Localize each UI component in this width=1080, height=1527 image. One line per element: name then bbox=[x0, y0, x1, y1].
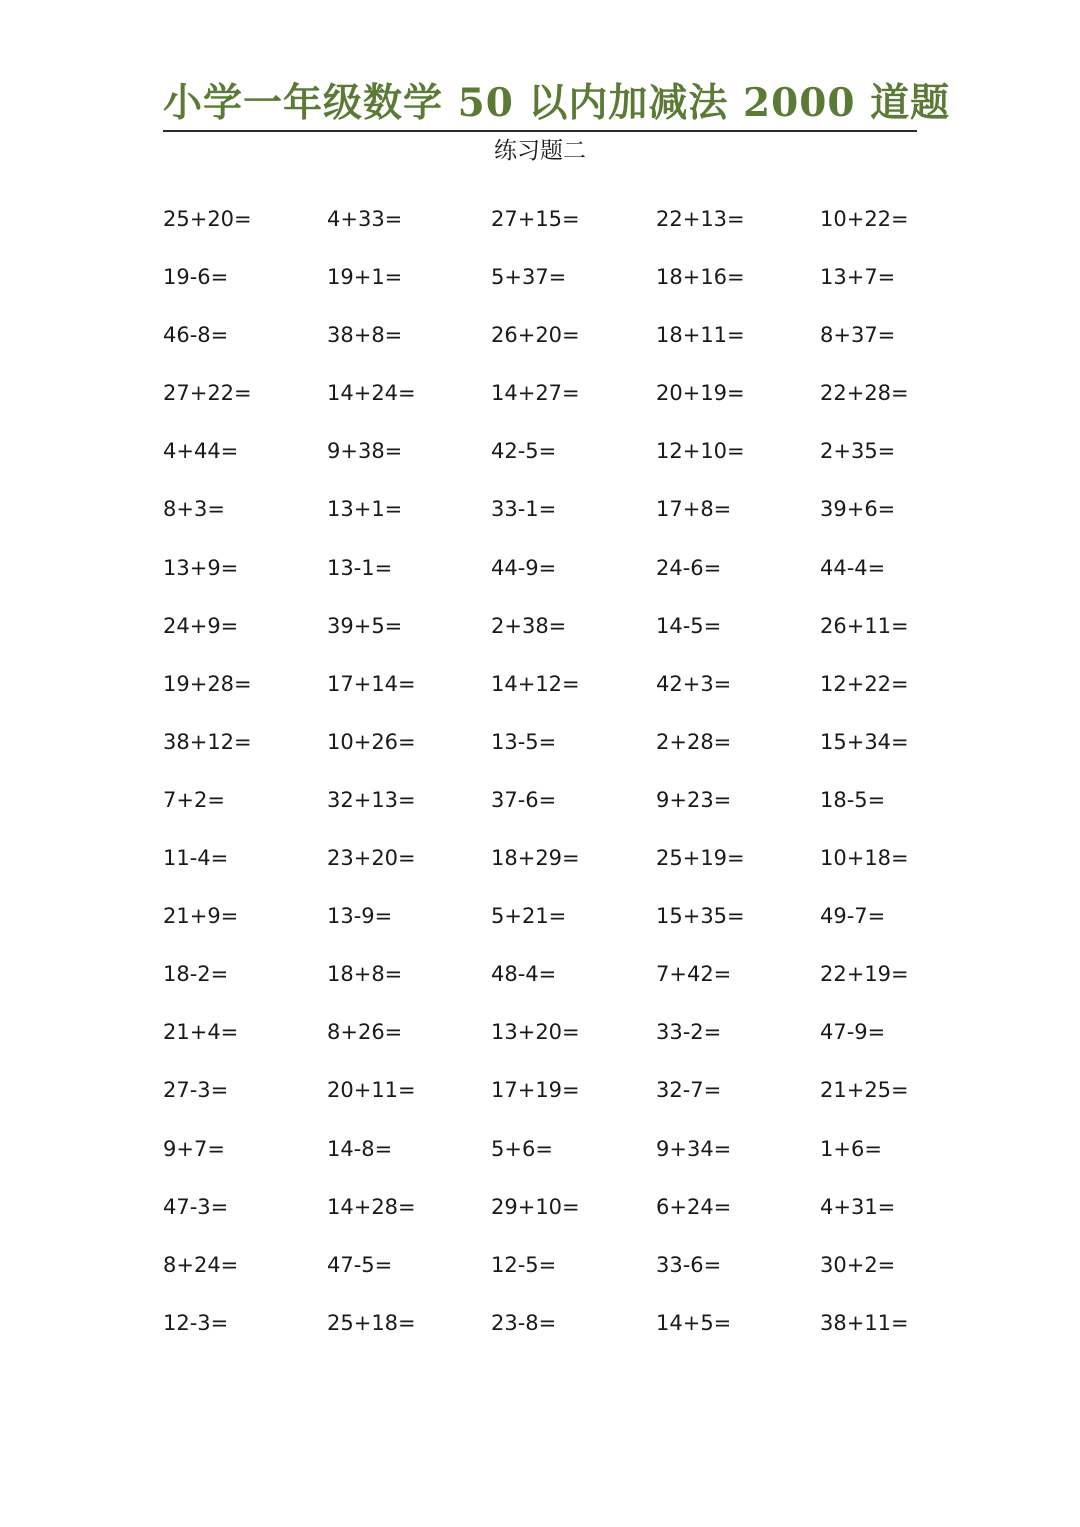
problem-cell: 13-9= bbox=[327, 904, 393, 929]
problem-cell: 10+18= bbox=[820, 846, 909, 871]
problem-cell: 9+38= bbox=[327, 439, 403, 464]
problem-cell: 18-2= bbox=[163, 962, 229, 987]
problem-cell: 38+8= bbox=[327, 323, 403, 348]
problem-cell: 18-5= bbox=[820, 787, 886, 812]
problem-cell: 13+1= bbox=[327, 497, 403, 522]
problem-cell: 38+12= bbox=[163, 729, 252, 754]
problem-cell: 2+38= bbox=[491, 613, 567, 638]
problem-cell: 42-5= bbox=[491, 439, 557, 464]
problem-cell: 22+19= bbox=[820, 962, 909, 987]
problem-cell: 7+42= bbox=[656, 962, 732, 987]
problem-cell: 19+28= bbox=[163, 671, 252, 696]
problem-cell: 37-6= bbox=[491, 787, 557, 812]
problem-cell: 12+10= bbox=[656, 439, 745, 464]
problem-cell: 27+22= bbox=[163, 381, 252, 406]
problem-cell: 23-8= bbox=[491, 1310, 557, 1335]
problem-cell: 44-4= bbox=[820, 555, 886, 580]
problem-cell: 25+18= bbox=[327, 1310, 416, 1335]
problem-cell: 5+6= bbox=[491, 1136, 553, 1161]
problem-cell: 21+9= bbox=[163, 904, 239, 929]
problem-grid bbox=[163, 202, 993, 1364]
problem-cell: 4+31= bbox=[820, 1194, 896, 1219]
problem-cell: 29+10= bbox=[491, 1194, 580, 1219]
problem-cell: 47-5= bbox=[327, 1252, 393, 1277]
problem-cell: 33-6= bbox=[656, 1252, 722, 1277]
problem-cell: 6+24= bbox=[656, 1194, 732, 1219]
page-title: 小学一年级数学 50 以内加减法 2000 道题 bbox=[163, 80, 951, 126]
problem-cell: 13-1= bbox=[327, 555, 393, 580]
problem-cell: 4+33= bbox=[327, 207, 403, 231]
problem-cell: 38+11= bbox=[820, 1310, 909, 1335]
problem-cell: 26+11= bbox=[820, 613, 909, 638]
problem-cell: 2+35= bbox=[820, 439, 896, 464]
problem-cell: 12-3= bbox=[163, 1310, 229, 1335]
problem-cell: 22+28= bbox=[820, 381, 909, 406]
problem-cell: 4+44= bbox=[163, 439, 239, 464]
problem-cell: 22+13= bbox=[656, 207, 745, 231]
problem-cell: 21+4= bbox=[163, 1020, 239, 1045]
problem-cell: 25+20= bbox=[163, 207, 252, 231]
problem-cell: 14+27= bbox=[491, 381, 580, 406]
problem-cell: 5+21= bbox=[491, 904, 567, 929]
problem-cell: 19-6= bbox=[163, 265, 229, 290]
problem-cell: 48-4= bbox=[491, 962, 557, 987]
problem-cell: 9+23= bbox=[656, 787, 732, 812]
problem-cell: 27-3= bbox=[163, 1078, 229, 1103]
problem-cell: 15+34= bbox=[820, 729, 909, 754]
problem-cell: 49-7= bbox=[820, 904, 886, 929]
problem-cell: 15+35= bbox=[656, 904, 745, 929]
problem-cell: 11-4= bbox=[163, 846, 229, 871]
problem-cell: 24-6= bbox=[656, 555, 722, 580]
problem-cell: 13+9= bbox=[163, 555, 239, 580]
problem-cell: 13+20= bbox=[491, 1020, 580, 1045]
problem-cell: 10+22= bbox=[820, 207, 909, 231]
problem-cell: 2+28= bbox=[656, 729, 732, 754]
problem-cell: 25+19= bbox=[656, 846, 745, 871]
problem-cell: 39+6= bbox=[820, 497, 896, 522]
problem-cell: 17+14= bbox=[327, 671, 416, 696]
problem-cell: 30+2= bbox=[820, 1252, 896, 1277]
problem-cell: 17+19= bbox=[491, 1078, 580, 1103]
problem-cell: 10+26= bbox=[327, 729, 416, 754]
problem-cell: 13-5= bbox=[491, 729, 557, 754]
problem-cell: 33-1= bbox=[491, 497, 557, 522]
problem-cell: 12-5= bbox=[491, 1252, 557, 1277]
problem-cell: 9+34= bbox=[656, 1136, 732, 1161]
problem-cell: 14-8= bbox=[327, 1136, 393, 1161]
problem-cell: 47-9= bbox=[820, 1020, 886, 1045]
problem-cell: 18+16= bbox=[656, 265, 745, 290]
page-subtitle: 练习题二 bbox=[494, 138, 586, 164]
problem-cell: 14+28= bbox=[327, 1194, 416, 1219]
problem-cell: 33-2= bbox=[656, 1020, 722, 1045]
problem-cell: 19+1= bbox=[327, 265, 403, 290]
problem-cell: 8+3= bbox=[163, 497, 225, 522]
problem-cell: 24+9= bbox=[163, 613, 239, 638]
problem-cell: 39+5= bbox=[327, 613, 403, 638]
problem-cell: 14-5= bbox=[656, 613, 722, 638]
problem-cell: 44-9= bbox=[491, 555, 557, 580]
problem-cell: 32-7= bbox=[656, 1078, 722, 1103]
problem-cell: 46-8= bbox=[163, 323, 229, 348]
problem-cell: 23+20= bbox=[327, 846, 416, 871]
problem-cell: 14+24= bbox=[327, 381, 416, 406]
problem-cell: 8+26= bbox=[327, 1020, 403, 1045]
problem-cell: 1+6= bbox=[820, 1136, 882, 1161]
title-underline bbox=[163, 130, 917, 132]
problem-cell: 20+19= bbox=[656, 381, 745, 406]
problem-cell: 13+7= bbox=[820, 265, 896, 290]
problem-cell: 27+15= bbox=[491, 207, 580, 231]
problem-cell: 7+2= bbox=[163, 787, 225, 812]
problem-cell: 12+22= bbox=[820, 671, 909, 696]
problem-cell: 14+5= bbox=[656, 1310, 732, 1335]
problem-cell: 9+7= bbox=[163, 1136, 225, 1161]
problem-cell: 18+29= bbox=[491, 846, 580, 871]
problem-cell: 14+12= bbox=[491, 671, 580, 696]
problem-cell: 21+25= bbox=[820, 1078, 909, 1103]
problem-cell: 8+37= bbox=[820, 323, 896, 348]
problem-cell: 32+13= bbox=[327, 787, 416, 812]
problem-cell: 5+37= bbox=[491, 265, 567, 290]
problem-cell: 17+8= bbox=[656, 497, 732, 522]
problem-cell: 18+11= bbox=[656, 323, 745, 348]
problem-cell: 47-3= bbox=[163, 1194, 229, 1219]
problem-cell: 20+11= bbox=[327, 1078, 416, 1103]
problem-cell: 42+3= bbox=[656, 671, 732, 696]
problem-cell: 18+8= bbox=[327, 962, 403, 987]
problem-cell: 26+20= bbox=[491, 323, 580, 348]
problem-cell: 8+24= bbox=[163, 1252, 239, 1277]
